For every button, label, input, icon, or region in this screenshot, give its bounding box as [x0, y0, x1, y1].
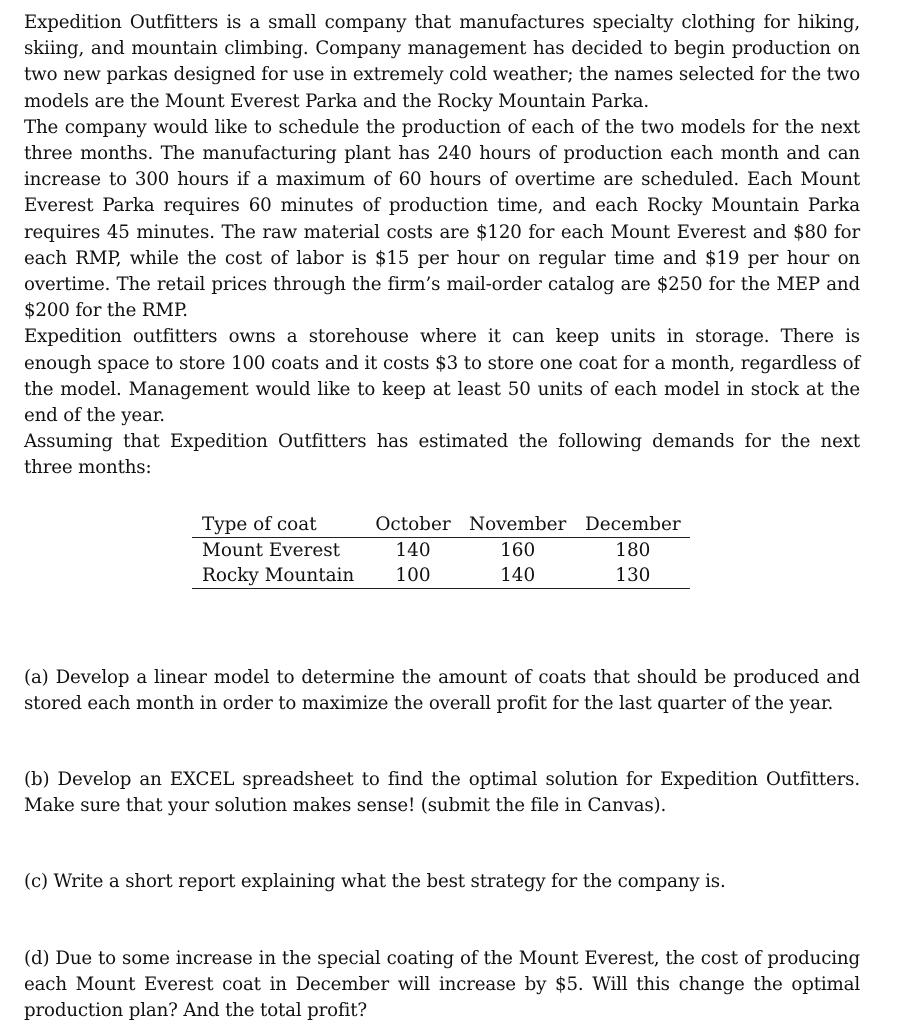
question-a: (a) Develop a linear model to determine the amount of coats that should be produced and stored each month in order to maximize the overall profit for the last quarter of the year. [24, 666, 860, 714]
table-header-row [192, 512, 690, 538]
demand-intro-paragraph: Assuming that Expedition Outfitters has estimated the following demands for the next three months: [24, 431, 860, 479]
row-label-rocky-mountain: Rocky Mountain [202, 564, 355, 586]
table-cell: 140 [395, 539, 431, 561]
table-row [192, 563, 690, 589]
table-row [192, 537, 690, 563]
table-cell: 130 [615, 564, 651, 586]
table-cell: 180 [615, 539, 651, 561]
question-d: (d) Due to some increase in the special coating of the Mount Everest, the cost of producing each Mount Everest coat in December will increase by $5. Will this change the optimal production plan? And the total profit? [24, 947, 860, 1022]
table-cell: 100 [395, 564, 431, 586]
column-header-december: December [584, 513, 681, 535]
production-paragraph: The company would like to schedule the production of each of the two models for the next three months. The manufacturing plant has 240 hours of production each month and can increase to 300 hours if a maximum of 60 hours of overtime are scheduled. Each Mount Everest Parka requires 60 minutes of production time, and each Rocky Mountain Parka requires 45 minutes. The raw material costs are $120 for each Mount Everest and $80 for each RMP, while the cost of labor is $15 per hour on regular time and $19 per hour on overtime. The retail prices through the firm’s mail-order catalog are $250 for the MEP and $200 for the RMP. [24, 116, 860, 322]
demand-table-container [192, 512, 690, 589]
question-b: (b) Develop an EXCEL spreadsheet to find the optimal solution for Expedition Outfitters. Make sure that your solution makes sense! (submit the file in Canvas). [24, 769, 860, 817]
intro-paragraph: Expedition Outfitters is a small company that manufactures specialty clothing for hiking, skiing, and mountain climbing. Company management has decided to begin production on two new parkas designed for use in extremely cold weather; the names selected for the two models are the Mount Everest Parka and the Rocky Mountain Parka. [24, 12, 860, 112]
document [24, 10, 860, 1024]
question-c: (c) Write a short report explaining what the best strategy for the company is. [24, 871, 726, 893]
storage-paragraph: Expedition outfitters owns a storehouse where it can keep units in storage. There is enough space to store 100 coats and it costs $3 to store one coat for a month, regardless of the model. Management would like to keep at least 50 units of each model in stock at the end of the year. [24, 326, 860, 427]
table-cell: 160 [500, 539, 536, 561]
row-label-mount-everest: Mount Everest [202, 539, 341, 561]
column-header-november: November [469, 513, 567, 535]
demand-table [192, 512, 690, 589]
column-header-type: Type of coat [202, 513, 317, 535]
column-header-october: October [375, 513, 451, 535]
table-cell: 140 [500, 564, 536, 586]
